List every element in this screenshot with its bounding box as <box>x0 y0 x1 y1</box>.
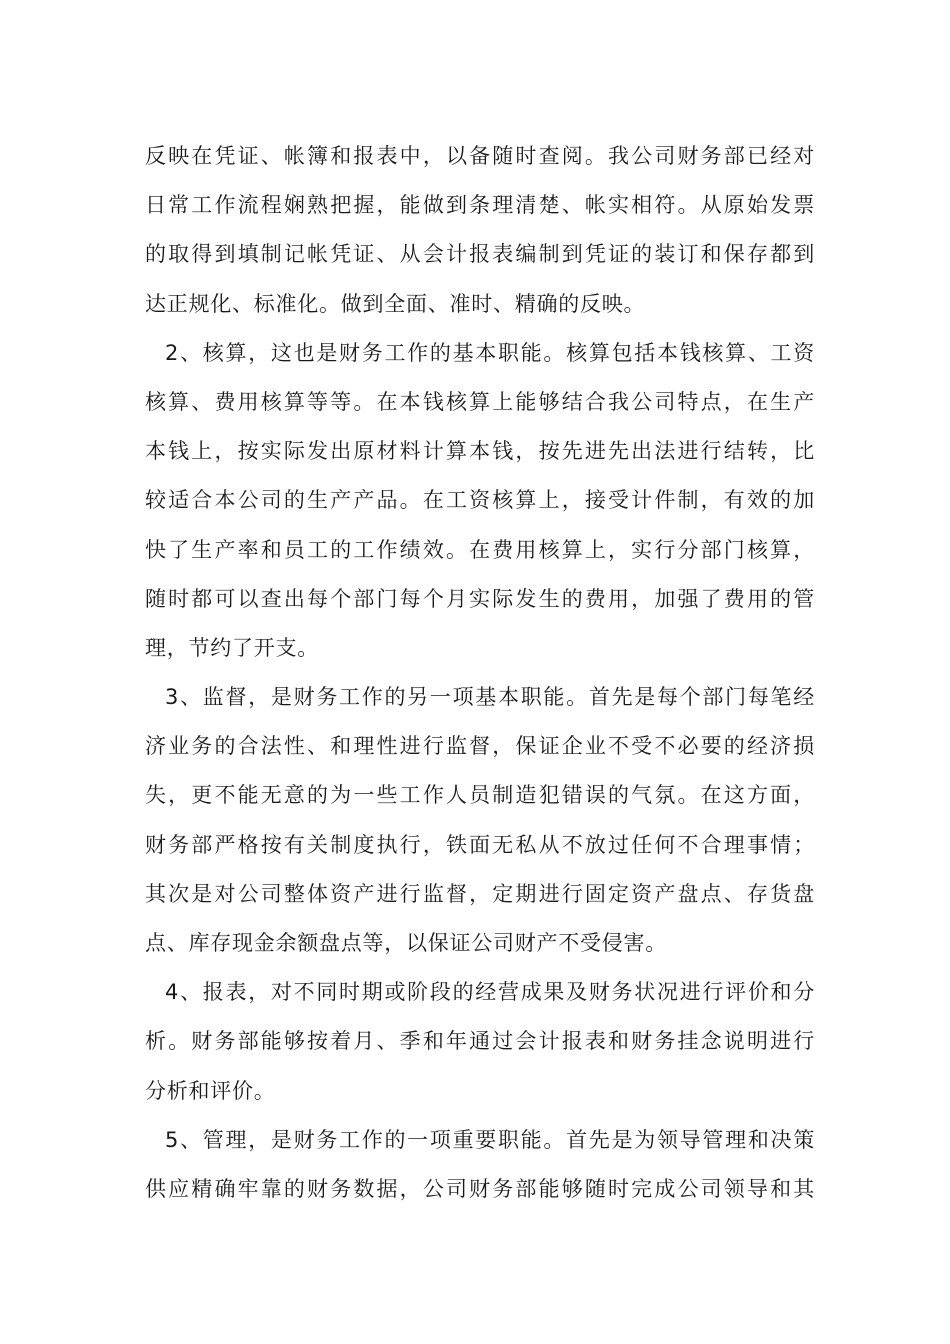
paragraph-line: 供应精确牢靠的财务数据，公司财务部能够随时完成公司领导和其 <box>145 1176 815 1201</box>
paragraph-first-line: 3、监督，是财务工作的另一项基本职能。首先是每个部门每笔经 <box>165 685 815 710</box>
paragraph-first-line: 4、报表，对不同时期或阶段的经营成果及财务状况进行评价和分 <box>165 980 815 1005</box>
paragraph-first-line: 2、核算，这也是财务工作的基本职能。核算包括本钱核算、工资 <box>165 340 815 365</box>
paragraph-line: 达正规化、标准化。做到全面、准时、精确的反映。 <box>145 291 646 316</box>
paragraph-line: 反映在凭证、帐簿和报表中，以备随时查阅。我公司财务部已经对 <box>145 144 815 168</box>
paragraph-line: 快了生产率和员工的工作绩效。在费用核算上，实行分部门核算， <box>145 537 815 562</box>
paragraph-line: 本钱上，按实际发出原材料计算本钱，按先进先出法进行结转，比 <box>145 439 815 464</box>
paragraph-line: 分析和评价。 <box>145 1078 276 1103</box>
paragraph-line: 的取得到填制记帐凭证、从会计报表编制到凭证的装订和保存都到 <box>145 242 815 267</box>
paragraph-line: 日常工作流程娴熟把握，能做到条理清楚、帐实相符。从原始发票 <box>145 193 815 218</box>
paragraph-line: 其次是对公司整体资产进行监督，定期进行固定资产盘点、存货盘 <box>145 881 815 906</box>
paragraph-line: 核算、费用核算等等。在本钱核算上能够结合我公司特点，在生产 <box>145 389 815 414</box>
paragraph-line: 济业务的合法性、和理性进行监督，保证企业不受不必要的经济损 <box>145 734 815 759</box>
document-body <box>145 132 815 1214</box>
paragraph-first-line: 5、管理，是财务工作的一项重要职能。首先是为领导管理和决策 <box>165 1127 815 1152</box>
paragraph-line: 随时都可以查出每个部门每个月实际发生的费用，加强了费用的管 <box>145 586 815 611</box>
paragraph-line: 较适合本公司的生产产品。在工资核算上，接受计件制，有效的加 <box>145 488 815 513</box>
paragraph-line: 理，节约了开支。 <box>145 635 319 660</box>
paragraph-line: 财务部严格按有关制度执行，铁面无私从不放过任何不合理事情； <box>145 832 815 857</box>
paragraph-line: 失，更不能无意的为一些工作人员制造犯错误的气氛。在这方面， <box>145 783 815 808</box>
paragraph-line: 点、库存现金余额盘点等，以保证公司财产不受侵害。 <box>145 931 667 955</box>
paragraph-line: 析。财务部能够按着月、季和年通过会计报表和财务挂念说明进行 <box>145 1029 815 1054</box>
